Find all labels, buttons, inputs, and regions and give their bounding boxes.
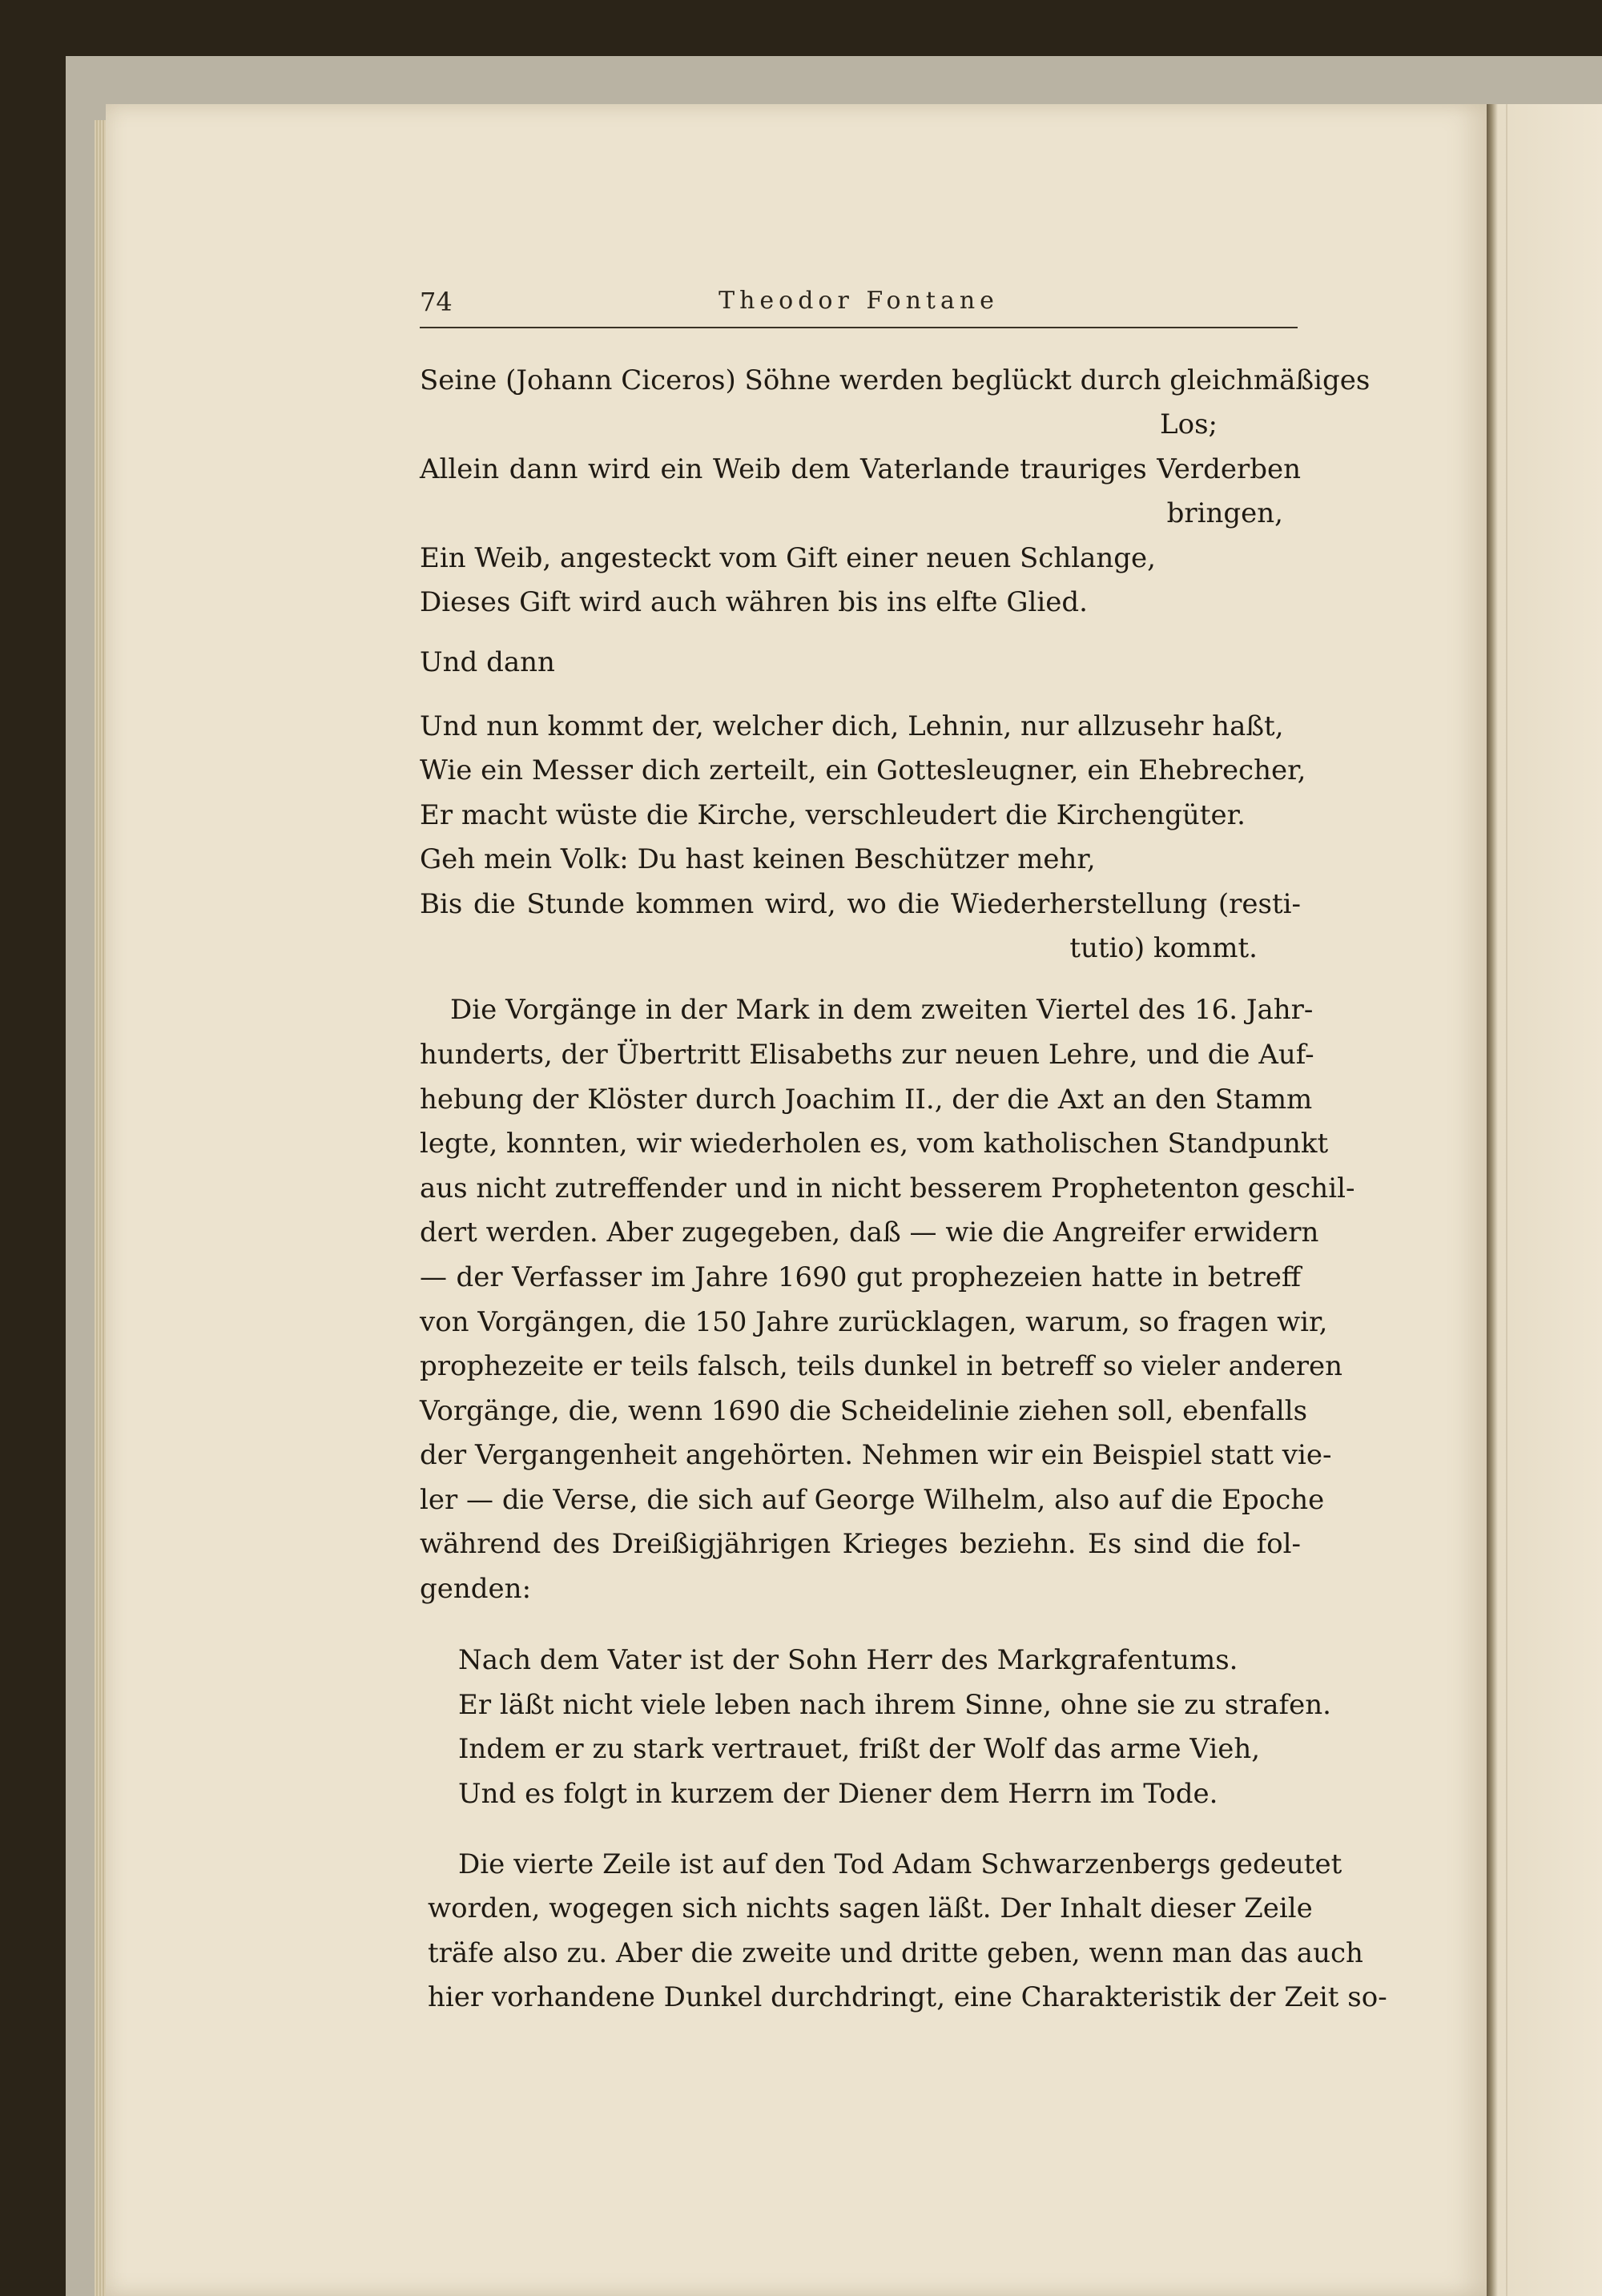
- verse-line: Allein dann wird ein Weib dem Vaterlande trauriges Verderben: [420, 453, 1301, 485]
- verse-line: Indem er zu stark vertrauet, frißt der Wolf das arme Vieh,: [458, 1733, 1261, 1765]
- paragraph-line: — der Verfasser im Jahre 1690 gut prophezeien hatte in betreff: [420, 1261, 1301, 1293]
- verse-line: Bis die Stunde kommen wird, wo die Wiederherstellung (resti-: [420, 888, 1301, 920]
- verse-line: Er läßt nicht viele leben nach ihrem Sinne, ohne sie zu strafen.: [458, 1689, 1331, 1721]
- facing-page: [1487, 104, 1602, 2296]
- paragraph-line: der Vergangenheit angehörten. Nehmen wir ein Beispiel statt vie-: [420, 1439, 1332, 1471]
- verse-line: Und nun kommt der, welcher dich, Lehnin, nur allzusehr haßt,: [420, 710, 1284, 742]
- paragraph-line: aus nicht zutreffender und in nicht besserem Prophetenton geschil-: [420, 1172, 1355, 1204]
- paragraph-line: ler — die Verse, die sich auf George Wilhelm, also auf die Epoche: [420, 1484, 1325, 1516]
- paragraph-line: träfe also zu. Aber die zweite und dritte geben, wenn man das auch: [428, 1937, 1363, 1969]
- page-header: [420, 287, 1298, 328]
- verse-line-continuation: bringen,: [1166, 497, 1283, 529]
- paragraph-line: von Vorgängen, die 150 Jahre zurücklagen, warum, so fragen wir,: [420, 1306, 1328, 1338]
- paragraph-line: legte, konnten, wir wiederholen es, vom katholischen Standpunkt: [420, 1128, 1329, 1160]
- verse-line: Nach dem Vater ist der Sohn Herr des Markgrafentums.: [458, 1644, 1238, 1676]
- page-number: 74: [420, 287, 453, 317]
- paragraph-line: prophezeite er teils falsch, teils dunkel in betreff so vieler anderen: [420, 1350, 1342, 1382]
- paragraph-line: worden, wogegen sich nichts sagen läßt. Der Inhalt dieser Zeile: [428, 1892, 1313, 1924]
- paragraph-line: Die vierte Zeile ist auf den Tod Adam Schwarzenbergs gedeutet: [458, 1848, 1342, 1880]
- verse-line: Er macht wüste die Kirche, verschleudert die Kirchengüter.: [420, 799, 1246, 831]
- page-block-edges: [95, 120, 106, 2296]
- verse-line: Seine (Johann Ciceros) Söhne werden beglückt durch gleichmäßiges: [420, 364, 1371, 396]
- verse-line-continuation: tutio) kommt.: [1069, 932, 1258, 964]
- paragraph-line: Vorgänge, die, wenn 1690 die Scheidelinie ziehen soll, ebenfalls: [420, 1395, 1308, 1427]
- verse-line-continuation: Los;: [1160, 408, 1218, 440]
- paragraph-line: hunderts, der Übertritt Elisabeths zur neuen Lehre, und die Auf-: [420, 1039, 1314, 1071]
- paragraph-line: während des Dreißigjährigen Krieges beziehn. Es sind die fol-: [420, 1528, 1301, 1560]
- verse-line: Dieses Gift wird auch währen bis ins elfte Glied.: [420, 586, 1088, 618]
- verse-line: Geh mein Volk: Du hast keinen Beschützer mehr,: [420, 843, 1096, 875]
- paragraph-line: dert werden. Aber zugegeben, daß — wie die Angreifer erwidern: [420, 1216, 1319, 1249]
- interlude-line: Und dann: [420, 646, 555, 678]
- running-head: Theodor Fontane: [718, 287, 999, 315]
- paragraph-line: genden:: [420, 1573, 532, 1605]
- paragraph-line: hebung der Klöster durch Joachim II., der die Axt an den Stamm: [420, 1084, 1313, 1116]
- paragraph-line: Die Vorgänge in der Mark in dem zweiten Viertel des 16. Jahr-: [450, 994, 1314, 1026]
- paragraph-line: hier vorhandene Dunkel durchdringt, eine Charakteristik der Zeit so-: [428, 1981, 1387, 2013]
- verse-line: Und es folgt in kurzem der Diener dem Herrn im Tode.: [458, 1778, 1218, 1810]
- verse-line: Ein Weib, angesteckt vom Gift einer neuen Schlange,: [420, 542, 1156, 574]
- verse-line: Wie ein Messer dich zerteilt, ein Gottesleugner, ein Ehebrecher,: [420, 754, 1306, 786]
